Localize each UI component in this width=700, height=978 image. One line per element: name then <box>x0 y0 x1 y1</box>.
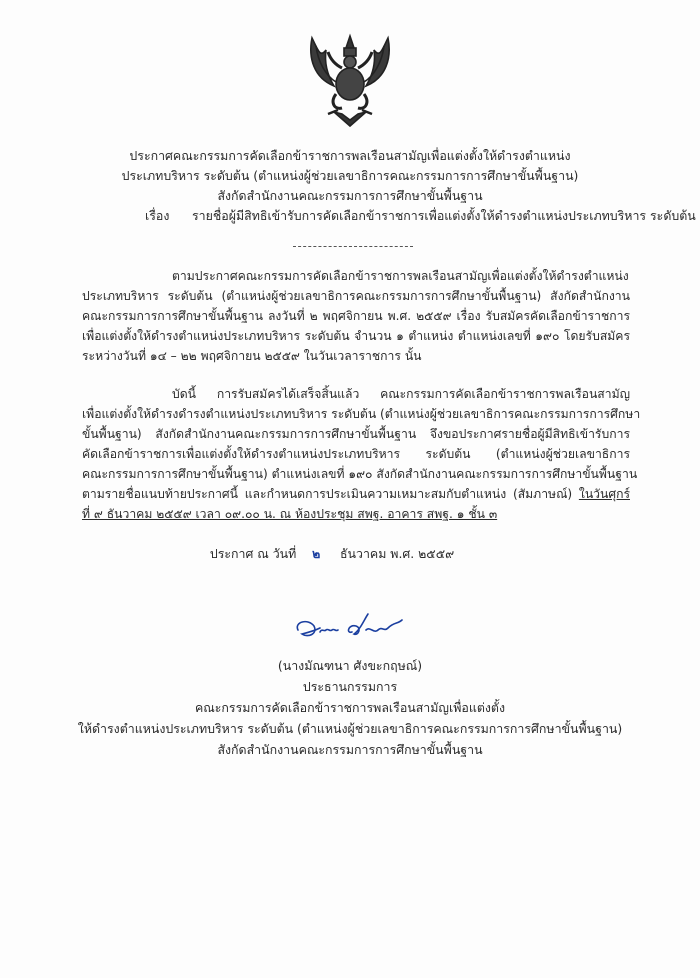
signer-name: (นางมัณฑนา ศังขะกฤษณ์) <box>277 658 423 673</box>
announce-date-prefix: ประกาศ ณ วันที่ <box>209 546 297 561</box>
signer-title-line-2: คณะกรรมการคัดเลือกข้าราชการพลเรือนสามัญเพื่อแต่งตั้ง <box>194 700 506 715</box>
subject-label: เรื่อง <box>145 208 170 223</box>
signer-title-line-4: สังกัดสำนักงานคณะกรรมการการศึกษาขั้นพื้นฐาน <box>217 742 483 757</box>
handwritten-signature-icon <box>290 608 430 648</box>
paragraph1-line: ระหว่างวันที่ ๑๔ – ๒๒ พฤศจิกายน ๒๕๕๙ ในวันเวลาราชการ นั้น <box>82 349 422 363</box>
paragraph2-line <box>82 504 630 524</box>
paragraph1-line: ตามประกาศคณะกรรมการคัดเลือกข้าราชการพลเรือนสามัญเพื่อแต่งตั้งให้ดำรงตำแหน่ง <box>172 269 629 283</box>
subject-text: รายชื่อผู้มีสิทธิเข้ารับการคัดเลือกข้าราชการเพื่อแต่งตั้งให้ดำรงตำแหน่งประเภทบริหาร ระดับต้น <box>192 208 696 223</box>
paragraph1-line: คณะกรรมการการศึกษาขั้นพื้นฐาน ลงวันที่ ๒ พฤศจิกายน พ.ศ. ๒๕๕๙ เรื่อง รับสมัครคัดเลือกข้าราชการ <box>82 309 630 323</box>
announce-date <box>0 544 682 564</box>
interview-notice-text: ตามรายชื่อแนบท้ายประกาศนี้ และกำหนดการประเมินความเหมาะสมกับตำแหน่ง (สัมภาษณ์) <box>82 487 579 501</box>
paragraph2-line <box>82 484 630 504</box>
interview-datetime-location: ที่ ๙ ธันวาคม ๒๕๕๙ เวลา ๐๙.๐๐ น. ณ ห้องประชุม สพฐ. อาคาร สพฐ. ๑ ชั้น ๓ <box>82 507 498 521</box>
header-title-line-1: ประกาศคณะกรรมการคัดเลือกข้าราชการพลเรือนสามัญเพื่อแต่งตั้งให้ดำรงตำแหน่ง <box>129 148 571 163</box>
header-title-line-3: สังกัดสำนักงานคณะกรรมการการศึกษาขั้นพื้นฐาน <box>217 188 483 203</box>
header-divider <box>293 246 413 247</box>
paragraph2-line: คัดเลือกข้าราชการเพื่อแต่งตั้งให้ดำรงตำแหน่งประเภทบริหาร ระดับต้น (ตำแหน่งผู้ช่วยเลขาธิการ <box>82 447 630 461</box>
paragraph2-line: บัดนี้ การรับสมัครได้เสร็จสิ้นแล้ว คณะกรรมการคัดเลือกข้าราชการพลเรือนสามัญ <box>172 387 630 401</box>
signer-title-line-1: ประธานกรรมการ <box>302 679 398 694</box>
interview-day: ในวันศุกร์ <box>578 487 630 501</box>
garuda-emblem-icon <box>300 28 400 128</box>
announce-date-month-year: ธันวาคม พ.ศ. ๒๕๕๙ <box>339 546 455 561</box>
header-title-line-2: ประเภทบริหาร ระดับต้น (ตำแหน่งผู้ช่วยเลขาธิการคณะกรรมการการศึกษาขั้นพื้นฐาน) <box>121 168 579 183</box>
paragraph1-line: ประเภทบริหาร ระดับต้น (ตำแหน่งผู้ช่วยเลขาธิการคณะกรรมการการศึกษาขั้นพื้นฐาน) สังกัดสำนักงาน <box>82 289 630 303</box>
signer-title-line-3: ให้ดำรงตำแหน่งประเภทบริหาร ระดับต้น (ตำแหน่งผู้ช่วยเลขาธิการคณะกรรมการการศึกษาขั้นพื้นฐาน) <box>77 721 623 736</box>
subject-line <box>145 206 696 226</box>
paragraph2-line: ขั้นพื้นฐาน) สังกัดสำนักงานคณะกรรมการการศึกษาขั้นพื้นฐาน จึงขอประกาศรายชื่อผู้มีสิทธิเข้ารับการ <box>82 427 630 441</box>
paragraph2-line: เพื่อแต่งตั้งให้ดำรงดำรงตำแหน่งประเภทบริหาร ระดับต้น (ตำแหน่งผู้ช่วยเลขาธิการคณะกรรมการการศึกษา <box>82 407 641 421</box>
announce-date-day: ๒ <box>312 546 321 561</box>
paragraph2-line: คณะกรรมการการศึกษาขั้นพื้นฐาน) ตำแหน่งเลขที่ ๑๙๐ สังกัดสำนักงานคณะกรรมการการศึกษาขั้นพื้นฐาน <box>82 467 638 481</box>
paragraph1-line: เพื่อแต่งตั้งให้ดำรงตำแหน่งประเภทบริหาร ระดับต้น จำนวน ๑ ตำแหน่ง ตำแหน่งเลขที่ ๑๙๐ โดยรับสมัคร <box>82 329 630 343</box>
